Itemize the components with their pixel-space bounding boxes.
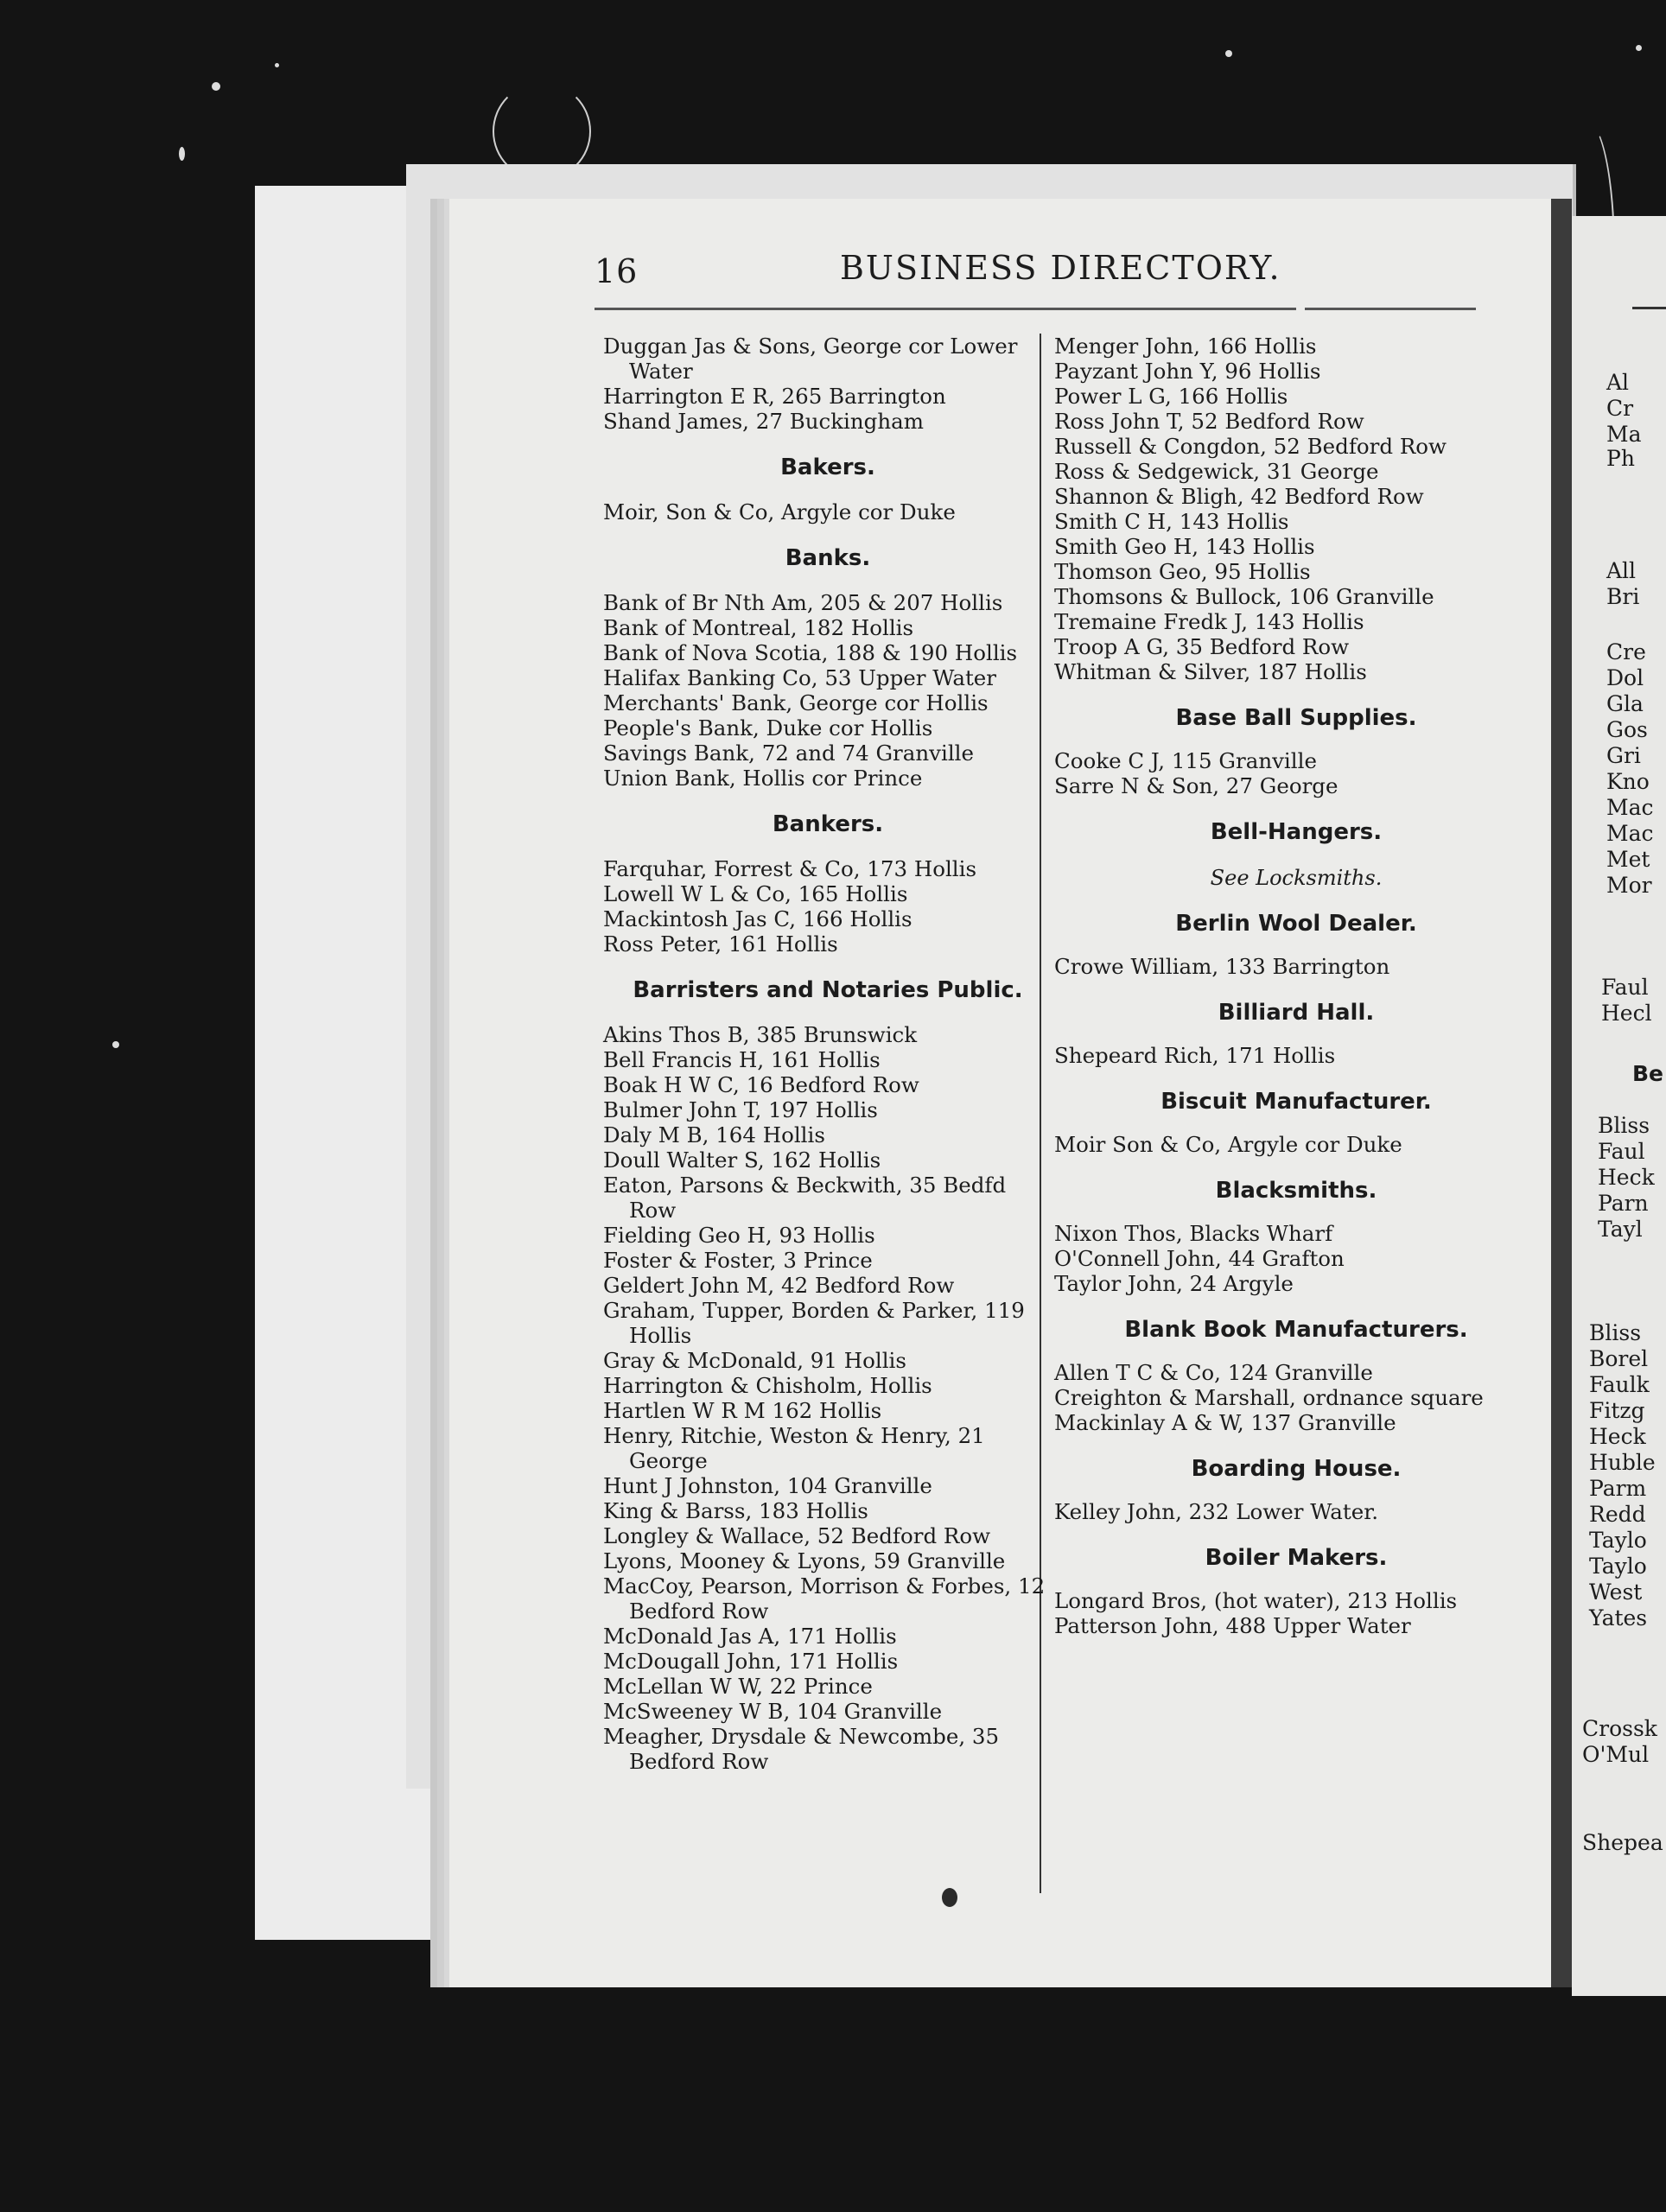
directory-entry: Doull Walter S, 162 Hollis [603,1147,881,1173]
next-page-text: Faul [1601,975,1649,1000]
directory-entry: Gray & McDonald, 91 Hollis [603,1348,906,1373]
directory-entry: Fielding Geo H, 93 Hollis [603,1223,875,1248]
next-page-text: Dol [1606,665,1644,690]
directory-entry: Lowell W L & Co, 165 Hollis [603,881,908,906]
next-page-text: Crossk [1582,1716,1657,1741]
directory-entry: Thomson Geo, 95 Hollis [1054,559,1311,584]
next-page-text: Huble [1589,1450,1656,1475]
directory-entry: Bulmer John T, 197 Hollis [603,1097,878,1122]
dust-speck [179,147,185,161]
next-page-text: Gla [1606,691,1644,716]
directory-entry: People's Bank, Duke cor Hollis [603,715,933,741]
directory-entry: Bell Francis H, 161 Hollis [603,1047,881,1072]
next-page-text: Bliss [1598,1113,1650,1138]
directory-entry: Smith Geo H, 143 Hollis [1054,534,1315,559]
directory-entry: Lyons, Mooney & Lyons, 59 Granville [603,1548,1006,1573]
next-page-rule [1632,307,1666,309]
dust-speck [1636,45,1642,51]
page-number: 16 [595,252,639,290]
directory-entry: Mackinlay A & W, 137 Granville [1054,1410,1396,1435]
directory-entry: Eaton, Parsons & Beckwith, 35 Bedfd Row [603,1173,1007,1223]
directory-entry: Boak H W C, 16 Bedford Row [603,1072,919,1097]
directory-entry: Farquhar, Forrest & Co, 173 Hollis [603,856,977,881]
section-heading: Base Ball Supplies. [1175,705,1417,731]
page-ornament [942,1888,957,1907]
section-heading: Blank Book Manufacturers. [1124,1317,1468,1343]
header-rule [1011,308,1296,310]
running-head: BUSINESS DIRECTORY. [840,249,1281,287]
next-page-text: Taylo [1589,1528,1647,1553]
directory-entry: Hunt J Johnston, 104 Granville [603,1473,932,1498]
dust-speck [1225,50,1232,57]
directory-entry: Patterson John, 488 Upper Water [1054,1613,1411,1638]
section-heading: Bell-Hangers. [1210,819,1383,845]
directory-entry: Smith C H, 143 Hollis [1054,509,1289,534]
directory-entry: Shannon & Bligh, 42 Bedford Row [1054,484,1424,509]
section-heading: Bakers. [780,454,875,480]
next-page-text: West [1589,1580,1643,1605]
directory-entry: Moir, Son & Co, Argyle cor Duke [603,499,956,524]
directory-entry: Bank of Br Nth Am, 205 & 207 Hollis [603,590,1003,615]
directory-entry: Thomsons & Bullock, 106 Granville [1054,584,1434,609]
directory-entry: Nixon Thos, Blacks Wharf [1054,1221,1333,1246]
directory-entry: Hartlen W R M 162 Hollis [603,1398,882,1423]
next-page-text: Al [1606,370,1630,395]
directory-entry: Cooke C J, 115 Granville [1054,748,1317,773]
directory-entry: Harrington E R, 265 Barrington [603,384,946,409]
directory-entry: O'Connell John, 44 Grafton [1054,1246,1345,1271]
directory-entry: Taylor John, 24 Argyle [1054,1271,1294,1296]
next-page-text: Redd [1589,1502,1646,1527]
next-page-text: Faulk [1589,1372,1650,1397]
directory-entry: Bank of Nova Scotia, 188 & 190 Hollis [603,640,1018,665]
directory-entry: Sarre N & Son, 27 George [1054,773,1339,798]
next-page-text: Cr [1606,396,1634,421]
directory-entry: Geldert John M, 42 Bedford Row [603,1273,955,1298]
directory-entry: Akins Thos B, 385 Brunswick [603,1022,918,1047]
next-page-text: Parm [1589,1476,1647,1501]
section-heading: Blacksmiths. [1215,1178,1377,1204]
next-page-text: Met [1606,847,1650,872]
directory-entry: McLellan W W, 22 Prince [603,1674,873,1699]
directory-entry: Duggan Jas & Sons, George cor Lower Water [603,334,1018,384]
directory-entry: Shand James, 27 Buckingham [603,409,924,434]
directory-entry: Mackintosh Jas C, 166 Hollis [603,906,912,931]
next-page-text: Kno [1606,769,1650,794]
directory-entry: Payzant John Y, 96 Hollis [1054,359,1321,384]
next-page-text: Mor [1606,873,1652,898]
directory-entry: Ross & Sedgewick, 31 George [1054,459,1379,484]
next-page-text: Borel [1589,1346,1649,1371]
directory-entry: Longley & Wallace, 52 Bedford Row [603,1523,991,1548]
directory-entry: McDougall John, 171 Hollis [603,1649,899,1674]
dust-speck [212,82,220,91]
right-column [1054,334,1538,1638]
directory-entry: Allen T C & Co, 124 Granville [1054,1360,1373,1385]
directory-entry: Troop A G, 35 Bedford Row [1054,634,1350,659]
left-column [603,334,1052,1774]
next-page-text: Heck [1589,1424,1646,1449]
next-page-text: Mac [1606,795,1654,820]
next-page-text: Taylo [1589,1554,1647,1579]
next-page-text: Ph [1606,446,1635,471]
next-page-text: Gos [1606,717,1648,742]
directory-entry: Halifax Banking Co, 53 Upper Water [603,665,997,690]
directory-entry: McSweeney W B, 104 Granville [603,1699,943,1724]
directory-entry: Meagher, Drysdale & Newcombe, 35 Bedford Row [603,1724,1000,1774]
directory-entry: Ross Peter, 161 Hollis [603,931,838,957]
directory-entry: Merchants' Bank, George cor Hollis [603,690,989,715]
header-rule [595,308,1011,310]
directory-entry: Shepeard Rich, 171 Hollis [1054,1043,1336,1068]
directory-entry: Henry, Ritchie, Weston & Henry, 21 George [603,1423,985,1473]
next-page-text: Shepea [1582,1830,1663,1855]
header-rule [1305,308,1476,310]
directory-entry: Tremaine Fredk J, 143 Hollis [1054,609,1364,634]
directory-entry: MacCoy, Pearson, Morrison & Forbes, 12 Bedford Row [603,1573,1046,1624]
section-heading: Barristers and Notaries Public. [633,977,1023,1003]
directory-entry: Russell & Congdon, 52 Bedford Row [1054,434,1447,459]
directory-entry: Harrington & Chisholm, Hollis [603,1373,932,1398]
section-heading: Banks. [785,545,871,571]
next-page-text: Be [1632,1061,1664,1086]
directory-entry: Daly M B, 164 Hollis [603,1122,825,1147]
section-heading: Biscuit Manufacturer. [1160,1089,1432,1115]
next-page-text: O'Mul [1582,1742,1650,1767]
section-heading: Boarding House. [1191,1456,1402,1482]
book-gutter [1551,199,1572,1987]
directory-entry: Power L G, 166 Hollis [1054,384,1288,409]
next-page-text: Parn [1598,1191,1649,1216]
section-heading: Berlin Wool Dealer. [1175,911,1417,937]
directory-entry: Savings Bank, 72 and 74 Granville [603,741,975,766]
next-page-text: Cre [1606,639,1646,664]
directory-entry: Foster & Foster, 3 Prince [603,1248,873,1273]
next-page-fragment [1572,216,1666,1996]
next-page-text: Bri [1606,584,1640,609]
section-heading: Bankers. [772,811,884,837]
directory-entry: King & Barss, 183 Hollis [603,1498,868,1523]
section-heading: Billiard Hall. [1218,1000,1375,1026]
directory-entry: Bank of Montreal, 182 Hollis [603,615,914,640]
dust-speck [275,63,279,67]
next-page-text: All [1606,558,1637,583]
next-page-text: Ma [1606,422,1642,447]
directory-entry: Moir Son & Co, Argyle cor Duke [1054,1132,1402,1157]
directory-entry: Menger John, 166 Hollis [1054,334,1317,359]
directory-entry: Crowe William, 133 Barrington [1054,954,1390,979]
directory-entry: Union Bank, Hollis cor Prince [603,766,923,791]
directory-entry: McDonald Jas A, 171 Hollis [603,1624,897,1649]
next-page-text: Tayl [1598,1217,1643,1242]
directory-entry: Ross John T, 52 Bedford Row [1054,409,1364,434]
next-page-text: Heck [1598,1165,1655,1190]
cross-reference: See Locksmiths. [1210,866,1383,890]
directory-entry: Kelley John, 232 Lower Water. [1054,1499,1379,1524]
next-page-text: Faul [1598,1139,1645,1164]
next-page-text: Hecl [1601,1001,1652,1026]
directory-entry: Graham, Tupper, Borden & Parker, 119 Hollis [603,1298,1025,1348]
directory-entry: Creighton & Marshall, ordnance square [1054,1385,1484,1410]
next-page-text: Yates [1589,1605,1648,1630]
next-page-text: Mac [1606,821,1654,846]
next-page-text: Fitzg [1589,1398,1645,1423]
next-page-text: Gri [1606,743,1641,768]
next-page-text: Bliss [1589,1320,1642,1345]
directory-entry: Whitman & Silver, 187 Hollis [1054,659,1367,684]
directory-entry: Longard Bros, (hot water), 213 Hollis [1054,1588,1458,1613]
section-heading: Boiler Makers. [1205,1545,1388,1571]
dust-speck [112,1041,119,1048]
